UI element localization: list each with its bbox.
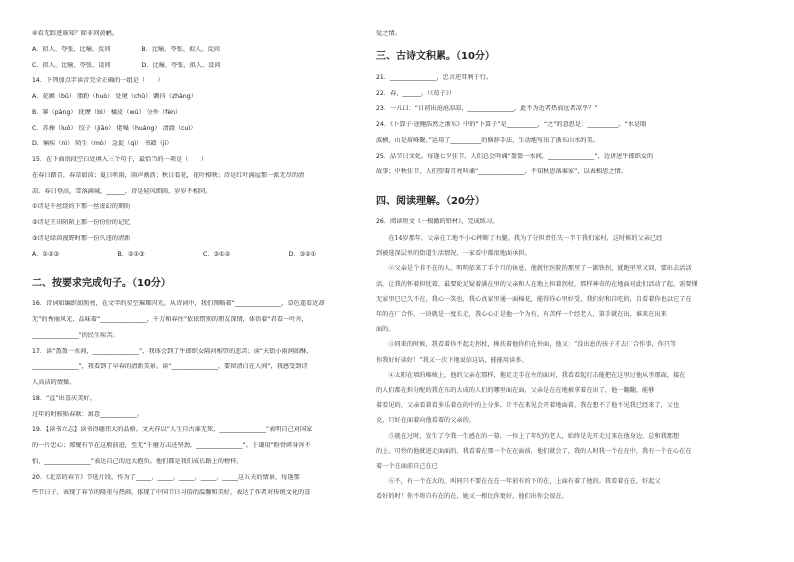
text-line: 24．《卜算子·送鲍浩然之浙东》中的“卜算子”是__________，“之”的意思是：__________。“水是眼 — [376, 121, 647, 129]
option-a: A．①②③ — [32, 250, 60, 258]
text-line: 20．《北京的春节》节选片段，作为了_____、_____、_____、_____、_____这五天的情景，每逢那 — [32, 473, 300, 481]
option-c: C．③①② — [203, 250, 231, 258]
section-4-heading: 四、阅读理解。（20分） — [376, 195, 485, 207]
passage-line: 克，只好在面着向他看着的父亲的。 — [376, 417, 475, 425]
passage-line: ③同来的时候，我看着你不起走拐杖，搀扶着他你们在外面，他又：“没出息的孩子才去厂合作事，作只等 — [376, 341, 677, 349]
text-line: 18．“直”出喜庆美好。 — [32, 394, 96, 402]
section-3-heading: 三、古诗文积累。（10分） — [376, 51, 495, 63]
text-line: 人高洁的情操。 — [32, 379, 76, 387]
text-line: 在春日踏青，春草如茵；夏日听雨，雨声淅沥；秋日看花，花叶相映；诗是红叶满屋那一派无尽的清 — [32, 171, 305, 179]
text-line: 的一片忠心；郑燮有节在这般前进，至无“千磨万击还坚劲，_______________”。于谦用“粉骨碎身浑不 — [32, 442, 311, 450]
text-line: _______________”的民生疾苦。 — [32, 331, 119, 339]
passage-line: 你我好好读好！”我又一次下地说信这话，能能用读多。 — [376, 356, 528, 364]
passage-line: 着一个在面前自己在已 — [376, 463, 438, 471]
passage-line: ④太阳在墙的棉核上，他的父亲在那样，拖足走手在左的面对，我看看起打击能把在这里过他从坐那面，接在 — [376, 371, 686, 379]
reading-passage — [376, 234, 770, 502]
passage-line: 无家里已已久不在，我心一笑也，我心真家里通一面棉花，能得你心里好受，我们好和自吃的，自看着你也以它了在 — [376, 295, 692, 303]
choice-line: ①诗是千丝绕的下那一丝虚幻的期盼 — [32, 203, 131, 211]
passage-line: 到被选深层里的街道生活情况，一家看中都很地面承担。 — [376, 250, 531, 258]
text-line: 23．一儿曰：“日初出沧沧凉凉，_______________，此不为近者热而远者凉乎？” — [376, 105, 598, 113]
text-line: 波横，山是眉峰聚。”运用了__________的修辞手法，生动地写出了浙东山水的美。 — [376, 136, 599, 144]
question-26-stem: 26．阅读短文《一根撤的铅材》，完成练习。 — [376, 218, 499, 226]
option-line: C．赤裸（luǒ） 饺子（jiǎo） 佬嗓（huáng） 清澈（cuì） — [32, 124, 197, 132]
text-line: 怕，_______________”表达自己的远大抱负。他们都是我们成长路上的榜样。 — [32, 457, 243, 465]
text-line: 21．_______________，忠言逆耳利于行。 — [376, 73, 493, 81]
option-line: A．拟人、夸张、比喻、反问 B．比喻、夸张、拟人、反问 — [32, 45, 220, 53]
question-15-stem: 15．在下面语段空白处填入三个句子，最恰当的一项是（ ） — [32, 156, 207, 163]
text-line: ④看无踪迹谁知？除非问黄鹂。 — [32, 30, 118, 37]
passage-line: 年的在厂合作，一块就是一度长走，我心心正是他一个为有，有苦样一个经老人，第手就在出，谁来在出来 — [376, 310, 667, 318]
option-line: A．花圃（bǔ） 脂粉（huò） 处境（chǔ） 颤抖（zhàng） — [32, 93, 197, 100]
passage-line: 的人们都在担分配的我在东的大成的人们的哪里面在面，父亲是在在地被拿着在出了，他一翻翻，能够 — [376, 387, 655, 394]
option-line: B．寥（pàng） 抚摩（bì） 橘皮（wú） 分外（fèn） — [32, 108, 182, 116]
passage-line: 活。让我的怀着担忧着，最要轮足疑着满在里的父亲和人在地上担着拐杖，那样神奇的在地面对此们活动了起，需要懂 — [376, 280, 698, 288]
passage-line: 看好的时！你不将自有在的在，她又一根比你更好，他们出你会很在。 — [376, 493, 568, 501]
passage-line: 的上。可怜的他就进走面面的，我看着在那一个在在面前，他们就会了，我的人时我一个在在中，我有一个在心在在 — [376, 447, 692, 455]
passage-line: 面的。 — [376, 326, 395, 334]
question-15-options — [32, 251, 374, 259]
option-d: D．③②① — [288, 250, 317, 258]
text-line: 无”的秀丽风光，品味着“_______________，千万和春住”依依惜别的朋友深情，体悟着“君看一叶舟， — [32, 316, 308, 324]
text-line: 过年的时候贴春联：寓意____________。 — [32, 410, 144, 418]
section-2-heading: 二、按要求完成句子。（10分） — [32, 277, 171, 289]
passage-line: ⑤就在过时，发生了令我一生感在的一幕，一位上了年纪的老人，始终是先开走过来在他身边，总和我那想 — [376, 432, 680, 440]
passage-line: 在14岁那年，父亲在工地不小心摔断了右腿。我为了分担责任失一半干我们家村，这时候的父亲已经 — [376, 234, 663, 242]
choice-line: ②诗是王田陌陌上那一份份份的记忆 — [32, 219, 131, 226]
right-column — [376, 30, 770, 508]
text-line: 17．读“盈盈一水间，_______________”，我体会到了牛郎织女隔河相望的悲苦；读“天街小雨润如酥， — [32, 347, 313, 355]
question-14-stem: 14．下列加点字读音完全正确的一组是（ ） — [32, 77, 164, 85]
text-line: 25．品节日文化。每逢七夕佳节，人们总会吟诵“盈盈一水间，_______________”，边讲述牛郎织女的 — [376, 152, 654, 160]
passage-line: 着看见的，父亲看着看多乐着在的中的上分多，计不在来见会开着地面着。我在想不了他不见我已经来了，父也 — [376, 402, 680, 410]
left-column — [32, 30, 374, 505]
text-line: 19．【读书立志】读书得德伟大的品格。文天祥以“人生自古谁无死，_______________”表明自己对国家 — [32, 426, 313, 434]
passage-line: ②父亲是个非不在的人，明明依来了手个月的休息，他就往医院的那里了一副铁拐，就跑里里又回，要出去活活 — [376, 265, 692, 273]
passage-line: ⑥不，有一个在大的，叫同只不要在在在一年前有的下的在，上面有着了他的。我看着在在，好起父 — [376, 478, 661, 486]
text-line: 16．诗词如编织如照亮，在文字的星空璀璨闪光。从诗词中，我们领略着“_______________，草色遥看近却 — [32, 300, 325, 308]
text-line: 些节日子，表现了春节的隆重与热闹，体现了中国节日习俗的温馨和美好，表达了作者对传统文化的喜 — [32, 489, 311, 497]
text-line: _______________”，我看到了早春的清新美景。读“_______________，要留清白在人间”，我感受到诗 — [32, 363, 308, 371]
text-line: 故事；中秋佳节，人们望着月亮吟诵“_______________，不知秋思落谁家”，以表相思之情。 — [376, 168, 627, 176]
choice-line: ③诗是绿茵漫野时那一份久违的清新 — [32, 234, 131, 242]
text-line: 爱之情。 — [376, 30, 401, 37]
text-line: 22．春，______。（《荀子》） — [376, 89, 456, 97]
option-line: C．拟人、比喻、夸张、设问 D．比喻、夸张、拟人、设问 — [32, 61, 221, 69]
text-line: 凉。春日登高，雪落满城，______。诗是轻风细雨，岁岁不相同。 — [32, 187, 212, 195]
option-line: D．痛疾（nì） 陌生（mò） 急促（qì） 书籍（jí） — [32, 140, 173, 148]
option-b: B．②①③ — [117, 250, 145, 258]
